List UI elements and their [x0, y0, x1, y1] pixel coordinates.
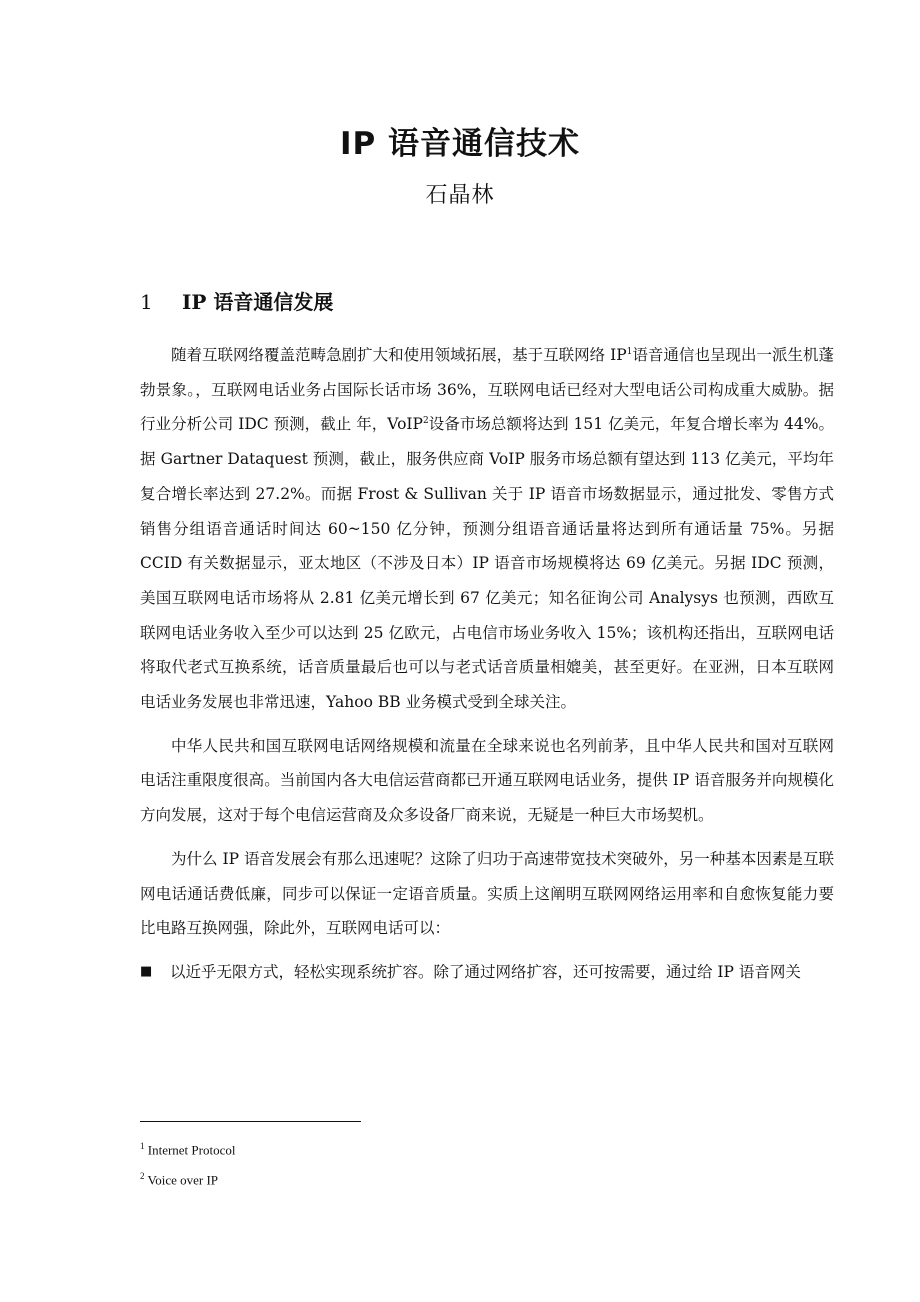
footnote-2 — [140, 1163, 235, 1193]
author-name: 石晶林 — [425, 183, 495, 208]
document-title: IP 语音通信技术 — [339, 126, 581, 162]
section-number: 1 — [140, 290, 153, 314]
section-heading — [140, 286, 333, 315]
paragraph-3: 为什么 IP 语音发展会有那么迅速呢？这除了归功于高速带宽技术突破外，另一种基本因素是互联网电话通话费低廉，同步可以保证一定语音质量。实质上这阐明互联网网络运用率和自愈恢复能力要比电路互换网强，除此外，互联网电话可以： — [140, 849, 834, 938]
paragraph-1-part-b: 语音通信也呈现出一派生机蓬勃景象。，互联网电话业务占国际长话市场 36%，互联网电话已经对大型电话公司构成重大威胁。据行业分析公司 IDC 预测，截止 年，VoIP — [140, 346, 834, 434]
paragraph-1 — [140, 338, 834, 720]
footnotes — [140, 1133, 235, 1194]
footnote-1-number: 1 — [140, 1141, 145, 1151]
footnote-ref-2: 2 — [422, 416, 429, 427]
footnote-divider — [140, 1121, 361, 1122]
section-title: IP 语音通信发展 — [182, 290, 334, 314]
footnote-2-text: Voice over IP — [147, 1172, 219, 1188]
square-bullet-icon: ■ — [140, 963, 153, 979]
footnote-1-text: Internet Protocol — [147, 1142, 236, 1158]
bullet-text: 以近乎无限方式，轻松实现系统扩容。除了通过网络扩容，还可按需要，通过给 IP 语音网关 — [170, 962, 801, 981]
bullet-item — [140, 955, 834, 990]
paragraph-1-part-c: 设备市场总额将达到 151 亿美元，年复合增长率为 44%。据 Gartner Dataquest 预测，截止，服务供应商 VoIP 服务市场总额有望达到 113 亿美元，平均年复合增长率达到 27.2%。而据 Frost & Sullivan 关于 IP 语音市场数据显示，通过批发、零售方式销售分组语音通话时间达 60~150 亿分钟，预测分组语音通话量将达到所有通话量 75%。另据 CCID 有关数据显示，亚太地区（不涉及日本）IP 语音市场规模将达 69 亿美元。另据 IDC 预测，美国互联网电话市场将从 2.81 亿美元增长到 67 亿美元；知名征询公司 Analysys 也预测，西欧互联网电话业务收入至少可以达到 25 亿欧元，占电信市场业务收入 15%；该机构还指出，互联网电话将取代老式互换系统，话音质量最后也可以与老式话音质量相媲美，甚至更好。在亚洲，日本互联网电话业务发展也非常迅速，Yahoo BB 业务模式受到全球关注。 — [140, 415, 834, 712]
body-text — [140, 338, 834, 990]
footnote-2-number: 2 — [140, 1171, 145, 1182]
footnote-1 — [140, 1133, 235, 1163]
paragraph-2: 中华人民共和国互联网电话网络规模和流量在全球来说也名列前茅，且中华人民共和国对互联网电话注重限度很高。当前国内各大电信运营商都已开通互联网电话业务，提供 IP 语音服务并向规模化方向发展，这对于每个电信运营商及众多设备厂商来说，无疑是一种巨大市场契机。 — [140, 736, 834, 825]
footnote-ref-1: 1 — [626, 346, 633, 357]
paragraph-1-part-a: 随着互联网络覆盖范畴急剧扩大和使用领域拓展，基于互联网络 IP — [171, 346, 627, 364]
